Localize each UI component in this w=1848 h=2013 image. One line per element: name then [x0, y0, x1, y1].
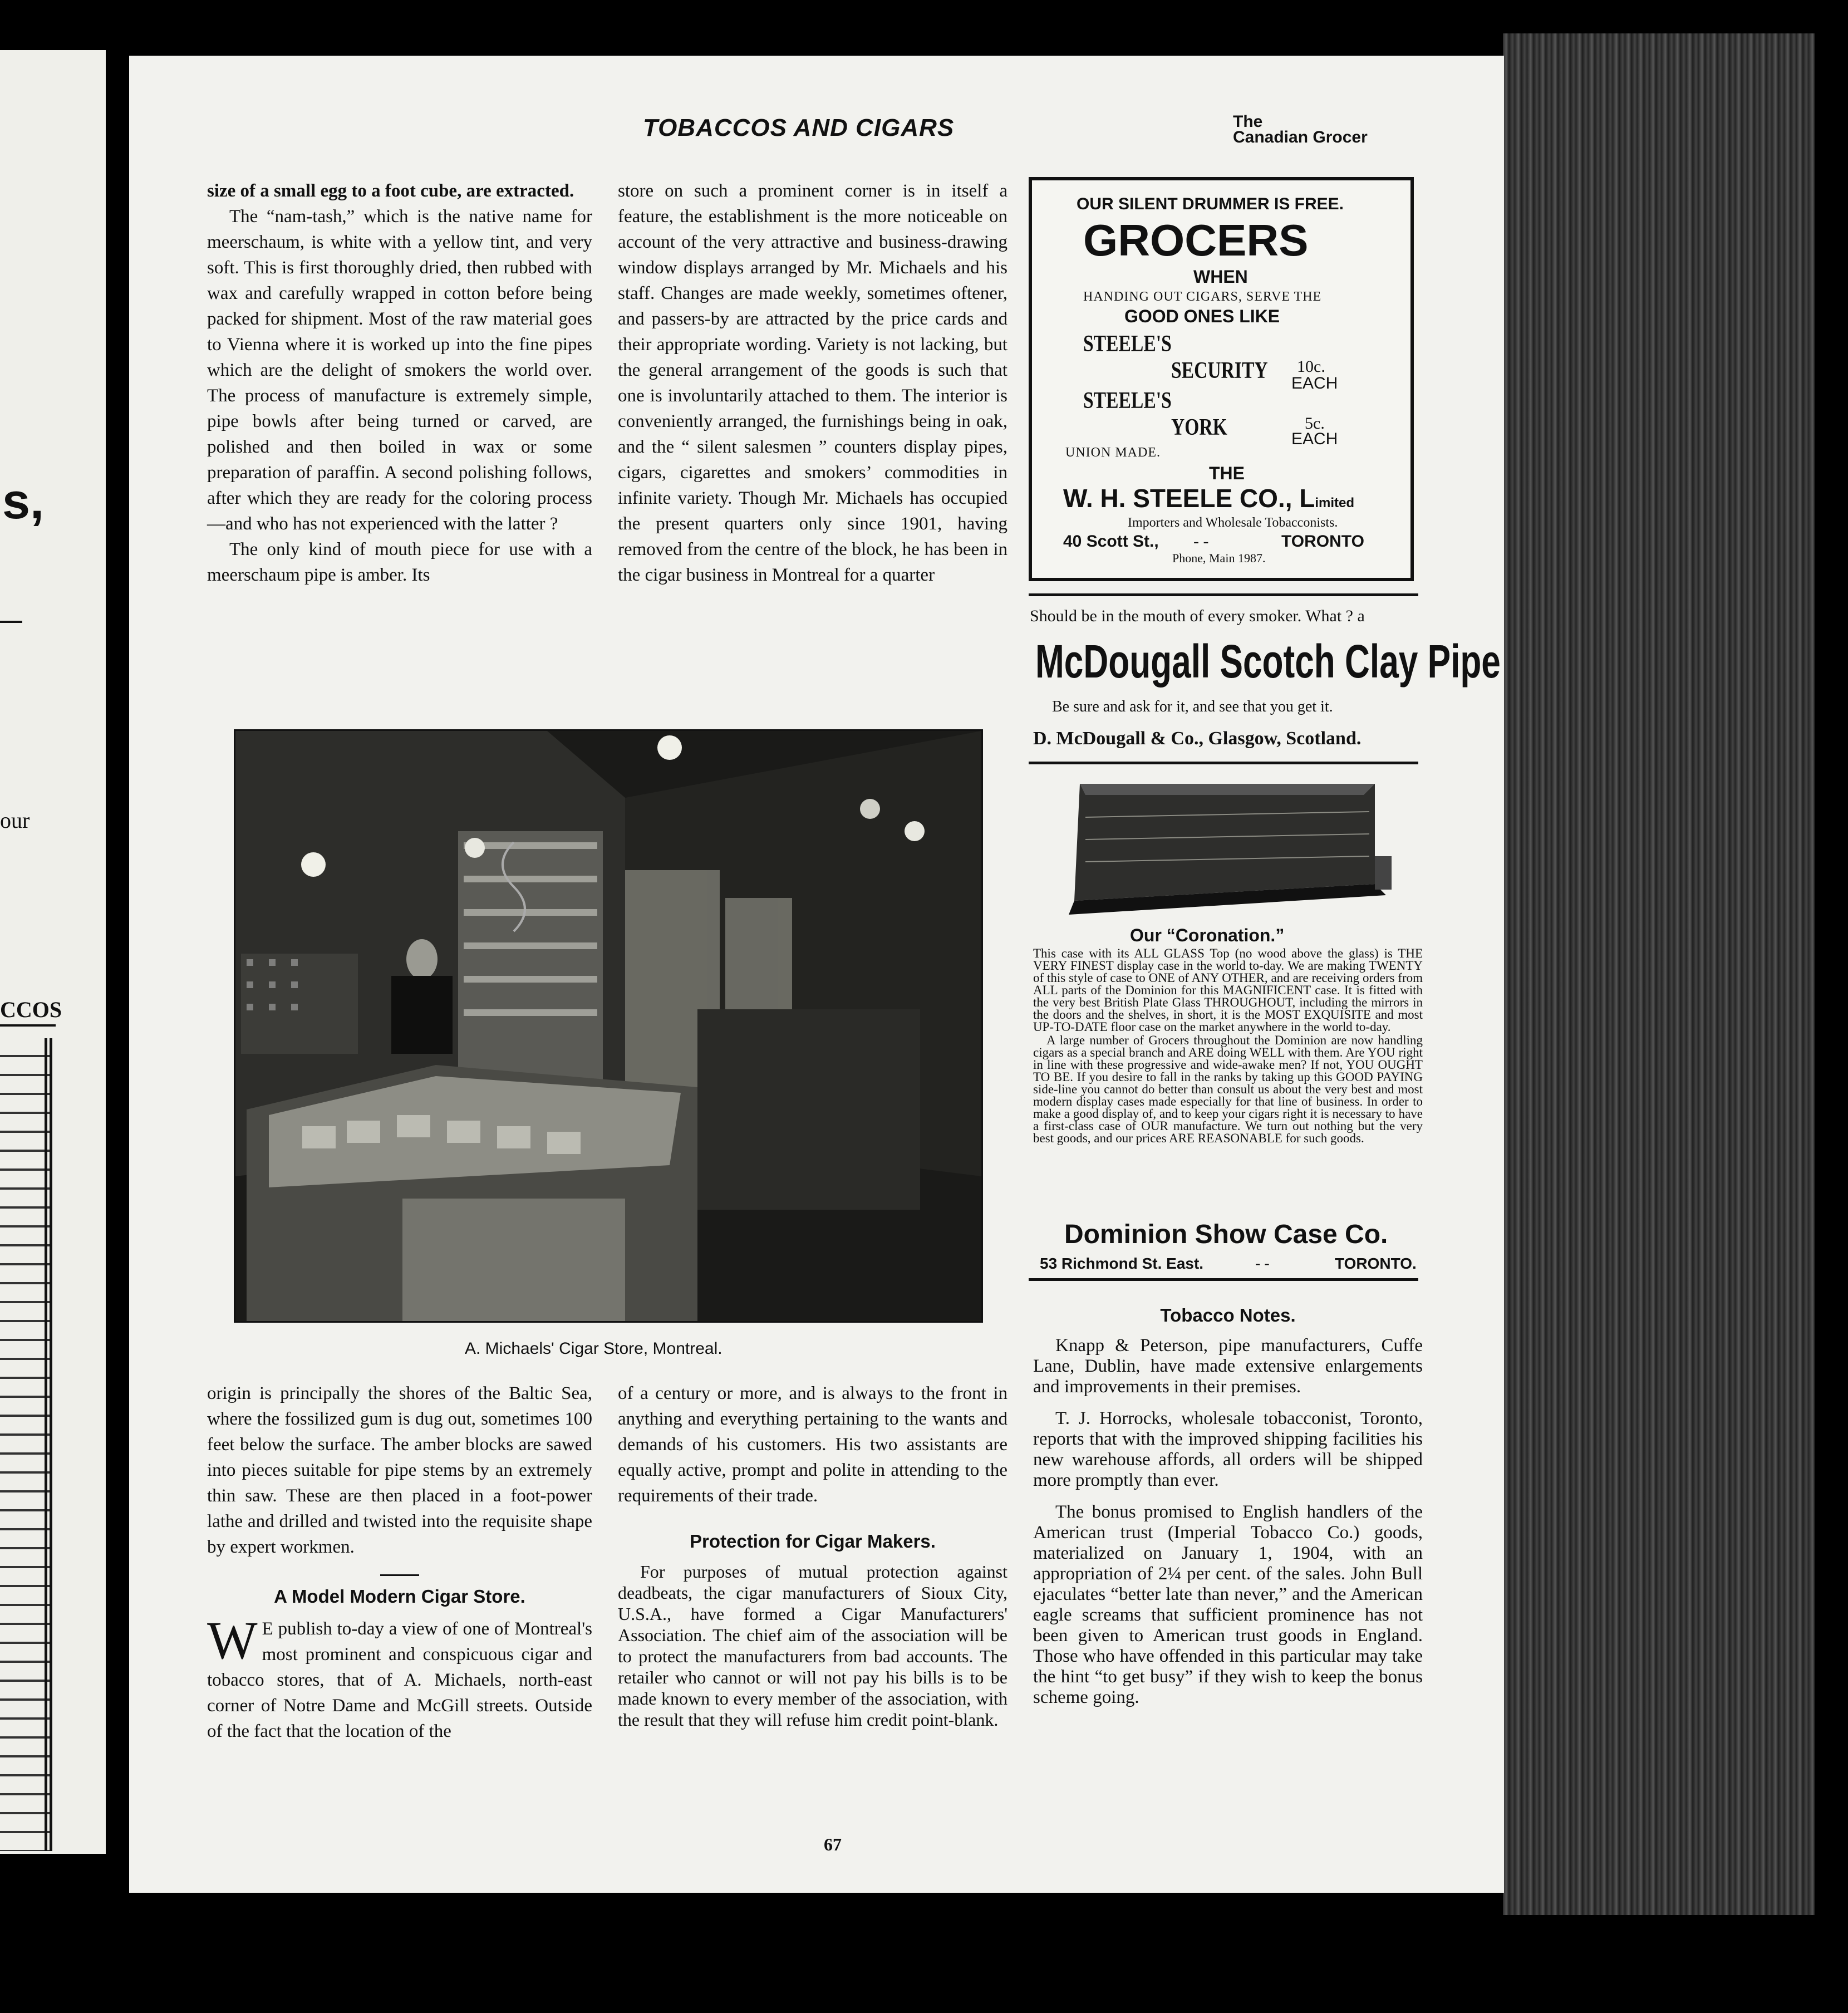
showcase-title: Our “Coronation.”	[1130, 925, 1285, 945]
brand-name: SECURITY	[1171, 358, 1268, 384]
paragraph: size of a small egg to a foot cube, are extracted.	[207, 181, 574, 201]
store-interior-image	[235, 731, 981, 1321]
paragraph: Knapp & Peterson, pipe manufacturers, Cuffe Lane, Dublin, have made extensive enlargements and improvements in their premises.	[1033, 1336, 1423, 1397]
display-case-drawing	[1063, 773, 1397, 923]
tobacco-notes-column	[1033, 1305, 1423, 1708]
brand-name: STEELE'S	[1083, 331, 1172, 357]
company-name-text: W. H. STEELE CO., L	[1063, 484, 1315, 513]
heading-tobacco-notes: Tobacco Notes.	[1160, 1305, 1296, 1325]
brand-name: STEELE'S	[1083, 388, 1172, 414]
heading-model-cigar-store: A Model Modern Cigar Store.	[274, 1586, 525, 1607]
book-page-edges	[1503, 33, 1815, 1915]
showcase-paragraph: This case with its ALL GLASS Top (no wood above the glass) is THE VERY FINEST display case in the world to-day. We are making TWENTY of this style of case to ONE of ANY OTHER, and are receiving orders from ALL parts of the Dominion for this MAGNIFICENT case. It is fitted with the very best British Plate Glass THROUGHOUT, including the mirrors in the doors and the shelves, in short, it is the MOST EXQUISITE and most UP-TO-DATE floor case on the market anywhere in the world to-day.	[1033, 946, 1423, 1034]
city: TORONTO	[1281, 532, 1364, 551]
pipe-ad-name: McDougall Scotch Clay Pipe	[1035, 635, 1501, 688]
paragraph: The bonus promised to English handlers of the American trust (Imperial Tobacco Co.) goods, materialized on January 1, 1904, with an appropriation of 2¼ per cent. of the sales. John Bull ejaculates “better late than never,” and the American eagle screams that sufficient prominence has not been given to American trust goods in England. Those who have offended in this particular may take the hint “to get busy” if they wish to keep the bonus scheme going.	[1033, 1502, 1423, 1707]
price: 5c.	[1305, 414, 1325, 433]
paragraph-text: E publish to-day a view of one of Montreal's most prominent and conspicuous cigar and tobacco stores, that of A. Michaels, north-east corner of Notre Dame and McGill streets. Outside of the fact that the location of the	[207, 1619, 592, 1741]
ad-headline: GROCERS	[1083, 215, 1309, 265]
ad-line: GOOD ONES LIKE	[1124, 306, 1280, 326]
masthead	[1233, 114, 1368, 145]
paragraph: The “nam-tash,” which is the native name for meerschaum, is white with a yellow tint, and very soft. This is first thoroughly dried, then rubbed with wax and carefully wrapped in cotton before being packed for shipment. Most of the raw material goes to Vienna where it is worked up into the fine pipes which are the delight of smokers the world over. The process of manufacture is extremely simple, pipe bowls after being turned or carved, are polished and then boiled in wax or some preparation of paraffin. A second polishing follows, after which they are ready for the coloring process—and who has not experienced with the latter ?	[207, 207, 592, 534]
store-photograph	[234, 729, 983, 1323]
left-facing-page	[0, 50, 106, 1854]
left-page-ornament-border	[0, 1038, 52, 1851]
column-1-top	[207, 178, 592, 588]
paragraph: origin is principally the shores of the Baltic Sea, where the fossilized gum is dug out, sometimes 100 feet below the surface. The amber blocks are sawed into pieces suitable for pipe stems by an extremely thin saw. These are then placed in a foot-power lathe and drilled and twisted into the requisite shape by expert workmen.	[207, 1383, 592, 1557]
left-page-fragment-our: our	[0, 808, 30, 833]
left-page-rule-2	[0, 1024, 56, 1027]
page-number: 67	[824, 1834, 842, 1854]
drop-cap: W	[207, 1611, 258, 1670]
ad-divider	[1029, 593, 1418, 596]
column-2-top	[618, 178, 1007, 588]
price-each: EACH	[1291, 374, 1338, 392]
paragraph: store on such a prominent corner is in itself a feature, the establishment is the more noticeable on account of the very attractive and business-drawing window displays arranged by Mr. Michaels and his staff. Changes are made weekly, sometimes oftener, and passers-by are attracted by the price cards and their appropriate wording. Variety is not lacking, but the general arrangement of the goods is such that one is involuntarily attached to them. The interior is conveniently arranged, the furnishings being in oak, and the “ silent salesmen ” counters display pipes, cigars, cigarettes and smokers’ commodities in infinite variety. Though Mr. Michaels has occupied the present quarters only since 1901, having removed from the centre of the block, he has been in the cigar business in Montreal for a quarter	[618, 181, 1007, 585]
showcase-company: Dominion Show Case Co.	[1064, 1220, 1388, 1249]
showcase-body	[1033, 947, 1423, 1145]
ad-divider	[1029, 1278, 1418, 1281]
pipe-ad-tagline: Be sure and ask for it, and see that you get it.	[1052, 698, 1333, 715]
price: 10c.	[1297, 357, 1325, 376]
pipe-ad-maker: D. McDougall & Co., Glasgow, Scotland.	[1033, 728, 1362, 749]
steele-cigar-ad	[1029, 177, 1414, 581]
paragraph: of a century or more, and is always to the front in anything and everything pertaining to the wants and demands of his customers. His two assistants are equally active, prompt and polite in attending to the requirements of their trade.	[618, 1383, 1007, 1506]
ad-line: Importers and Wholesale Tobacconists.	[1128, 515, 1338, 530]
address: 40 Scott St.,	[1063, 532, 1159, 551]
phone: Phone, Main 1987.	[1172, 551, 1266, 565]
showcase-address: 53 Richmond St. East.	[1040, 1255, 1204, 1272]
ad-divider	[1029, 762, 1418, 764]
company-limited: imited	[1315, 495, 1355, 510]
union-made: UNION MADE.	[1065, 445, 1161, 460]
showcase-paragraph: A large number of Grocers throughout the Dominion are now handling cigars as a special branch and ARE doing WELL with them. Are YOU right in line with these progressive and wide-awake men? If not, YOU OUGHT TO BE. If you desire to fall in the ranks by taking up this GOOD PAYING side-line you cannot do better than consult us about the very best and most modern display cases made especially for that line of business. In order to make a good display of, and to keep your cigars right it is necessary to have a first-class case of OUR manufacture. We turn out nothing but the very best goods, and our prices ARE REASONABLE for such goods.	[1033, 1033, 1423, 1145]
showcase-illustration	[1063, 773, 1397, 923]
paragraph: T. J. Horrocks, wholesale tobacconist, Toronto, reports that with the improved shipping facilities his new warehouse affords, all orders will be shipped more promptly than ever.	[1033, 1408, 1423, 1490]
column-1-bottom	[207, 1381, 592, 1744]
left-page-fragment-s: s,	[2, 474, 45, 529]
masthead-the: The	[1233, 112, 1263, 131]
address-dashes: - -	[1193, 532, 1209, 551]
photo-caption: A. Michaels' Cigar Store, Montreal.	[465, 1339, 723, 1358]
price-each: EACH	[1291, 430, 1338, 448]
paragraph: For purposes of mutual protection against deadbeats, the cigar manufacturers of Sioux City, U.S.A., have formed a Cigar Manufacturers' Association. The chief aim of the association will be to protect the manufacturers from bad accounts. The retailer who cannot or will not pay his bills is to be made known to every member of the association, with the result that they will refuse him credit point-blank.	[618, 1562, 1007, 1730]
left-page-rule	[0, 621, 22, 623]
left-page-fragment-ccos: CCOS	[0, 997, 62, 1022]
paragraph: The only kind of mouth piece for use with a meerschaum pipe is amber. Its	[207, 539, 592, 585]
showcase-city: TORONTO.	[1335, 1255, 1417, 1272]
ad-line: OUR SILENT DRUMMER IS FREE.	[1077, 195, 1344, 213]
section-divider	[380, 1574, 419, 1576]
ad-line: HANDING OUT CIGARS, SERVE THE	[1083, 289, 1322, 304]
heading-protection: Protection for Cigar Makers.	[690, 1531, 936, 1552]
brand-name: YORK	[1171, 415, 1227, 440]
showcase-dashes: - -	[1255, 1255, 1270, 1272]
ad-line: WHEN	[1193, 267, 1248, 287]
paragraph	[207, 1611, 592, 1744]
ad-line: THE	[1209, 463, 1245, 483]
pipe-ad-intro: Should be in the mouth of every smoker. What ? a	[1030, 607, 1365, 625]
masthead-name: Canadian Grocer	[1233, 128, 1368, 146]
column-2-bottom	[618, 1381, 1007, 1730]
company-name	[1063, 483, 1354, 513]
section-title: TOBACCOS AND CIGARS	[643, 114, 955, 141]
